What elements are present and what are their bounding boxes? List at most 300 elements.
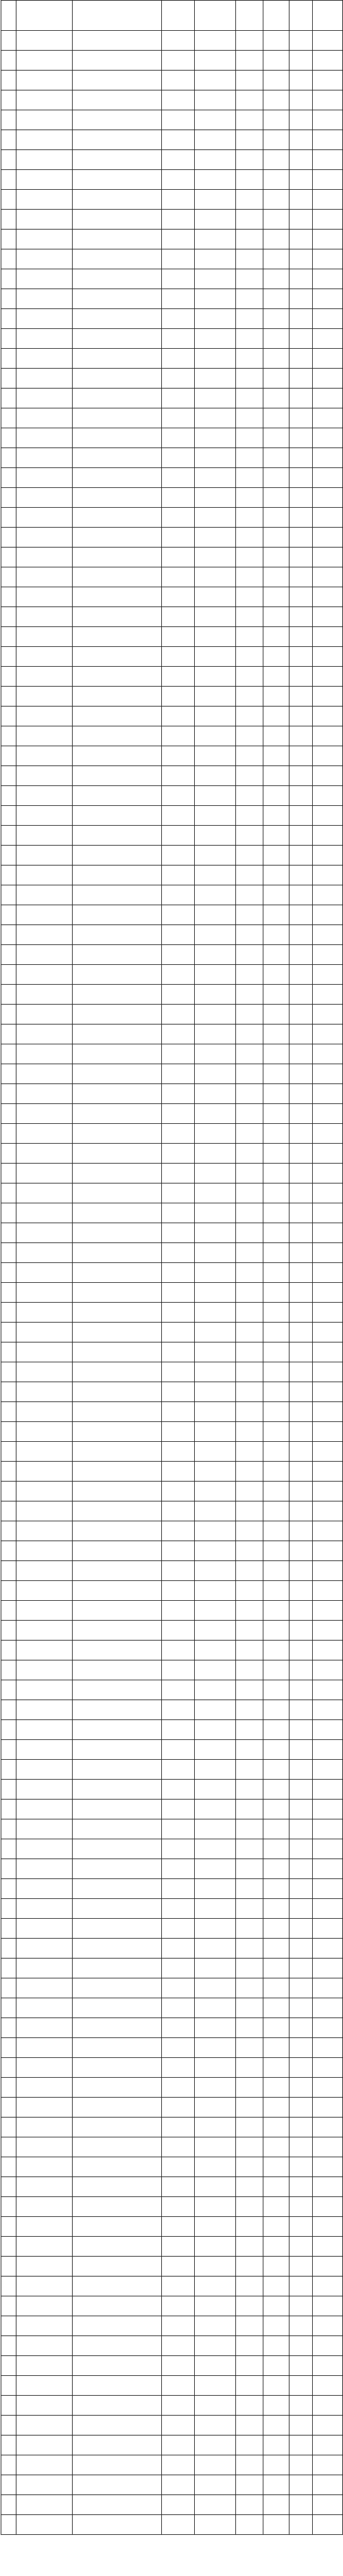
cell-major <box>73 746 162 766</box>
cell-status <box>313 329 343 349</box>
cell-exam-id <box>195 1760 236 1780</box>
cell-major <box>73 508 162 528</box>
cell-major <box>73 2137 162 2157</box>
cell-major <box>73 587 162 607</box>
cell-written <box>236 1303 263 1323</box>
cell-rank <box>263 567 289 587</box>
cell-gap <box>289 1859 313 1879</box>
cell-major <box>73 2177 162 2197</box>
cell-gap <box>289 2257 313 2277</box>
cell-exam-id <box>195 2356 236 2376</box>
cell-status <box>313 1879 343 1899</box>
cell-name <box>162 389 195 408</box>
cell-gap <box>289 2475 313 2495</box>
cell-major <box>73 389 162 408</box>
cell-status <box>313 548 343 567</box>
cell-name <box>162 1005 195 1025</box>
cell-written <box>236 2356 263 2376</box>
cell-gap <box>289 468 313 488</box>
cell-code <box>16 1243 73 1263</box>
cell-name <box>162 349 195 369</box>
table-row <box>1 726 343 746</box>
cell-gap <box>289 448 313 468</box>
cell-no <box>1 1442 16 1462</box>
cell-status <box>313 846 343 866</box>
cell-major <box>73 31 162 51</box>
cell-status <box>313 925 343 945</box>
cell-rank <box>263 309 289 329</box>
cell-major <box>73 1740 162 1760</box>
table-row <box>1 1899 343 1919</box>
cell-gap <box>289 408 313 428</box>
cell-rank <box>263 1323 289 1342</box>
cell-name <box>162 786 195 806</box>
cell-exam-id <box>195 647 236 667</box>
cell-no <box>1 885 16 905</box>
cell-written <box>236 1959 263 1978</box>
cell-name <box>162 170 195 190</box>
cell-exam-id <box>195 448 236 468</box>
table-row <box>1 2018 343 2038</box>
cell-written <box>236 1183 263 1203</box>
cell-name <box>162 627 195 647</box>
cell-name <box>162 1939 195 1959</box>
cell-name <box>162 329 195 349</box>
cell-gap <box>289 1044 313 1064</box>
cell-name <box>162 2157 195 2177</box>
cell-exam-id <box>195 548 236 567</box>
cell-code <box>16 687 73 707</box>
cell-written <box>236 1621 263 1641</box>
cell-major <box>73 2118 162 2137</box>
cell-exam-id <box>195 329 236 349</box>
cell-no <box>1 1660 16 1680</box>
cell-rank <box>263 428 289 448</box>
cell-written <box>236 1144 263 1164</box>
table-row <box>1 1680 343 1700</box>
table-row <box>1 1382 343 1402</box>
cell-code <box>16 2237 73 2257</box>
cell-gap <box>289 309 313 329</box>
table-row <box>1 1501 343 1521</box>
table-row <box>1 51 343 71</box>
cell-no <box>1 309 16 329</box>
cell-rank <box>263 707 289 726</box>
table-row <box>1 687 343 707</box>
cell-code <box>16 2018 73 2038</box>
cell-major <box>73 1005 162 1025</box>
cell-written <box>236 1263 263 1283</box>
cell-written <box>236 2217 263 2237</box>
cell-name <box>162 1541 195 1561</box>
cell-status <box>313 110 343 130</box>
table-row <box>1 448 343 468</box>
cell-no <box>1 190 16 210</box>
cell-code <box>16 846 73 866</box>
table-row <box>1 170 343 190</box>
cell-gap <box>289 1760 313 1780</box>
cell-no <box>1 2157 16 2177</box>
cell-exam-id <box>195 2277 236 2296</box>
cell-name <box>162 1342 195 1362</box>
cell-name <box>162 806 195 826</box>
cell-major <box>73 1382 162 1402</box>
cell-major <box>73 1819 162 1839</box>
cell-no <box>1 488 16 508</box>
cell-written <box>236 329 263 349</box>
cell-code <box>16 369 73 389</box>
cell-written <box>236 71 263 90</box>
cell-written <box>236 428 263 448</box>
cell-status <box>313 746 343 766</box>
cell-exam-id <box>195 846 236 866</box>
cell-name <box>162 567 195 587</box>
cell-written <box>236 786 263 806</box>
cell-no <box>1 349 16 369</box>
cell-written <box>236 2018 263 2038</box>
cell-name <box>162 1025 195 1044</box>
cell-gap <box>289 428 313 448</box>
cell-code <box>16 726 73 746</box>
cell-major <box>73 130 162 150</box>
cell-name <box>162 1760 195 1780</box>
cell-code <box>16 766 73 786</box>
cell-name <box>162 1959 195 1978</box>
cell-name <box>162 488 195 508</box>
cell-exam-id <box>195 1104 236 1124</box>
cell-rank <box>263 548 289 567</box>
header-status <box>313 1 343 31</box>
cell-code <box>16 1998 73 2018</box>
table-row <box>1 1243 343 1263</box>
cell-gap <box>289 587 313 607</box>
cell-gap <box>289 1680 313 1700</box>
table-row <box>1 389 343 408</box>
cell-no <box>1 746 16 766</box>
cell-exam-id <box>195 2177 236 2197</box>
table-row <box>1 905 343 925</box>
cell-rank <box>263 2416 289 2436</box>
cell-written <box>236 2396 263 2416</box>
cell-gap <box>289 2197 313 2217</box>
cell-exam-id <box>195 1521 236 1541</box>
cell-major <box>73 1164 162 1183</box>
cell-rank <box>263 508 289 528</box>
cell-no <box>1 2475 16 2495</box>
cell-status <box>313 349 343 369</box>
cell-gap <box>289 329 313 349</box>
cell-exam-id <box>195 1660 236 1680</box>
cell-exam-id <box>195 2436 236 2455</box>
cell-no <box>1 965 16 985</box>
cell-gap <box>289 1005 313 1025</box>
cell-no <box>1 210 16 230</box>
cell-written <box>236 2296 263 2316</box>
cell-status <box>313 1819 343 1839</box>
cell-rank <box>263 488 289 508</box>
cell-code <box>16 1323 73 1342</box>
cell-status <box>313 448 343 468</box>
cell-major <box>73 230 162 249</box>
cell-code <box>16 707 73 726</box>
cell-gap <box>289 925 313 945</box>
cell-status <box>313 428 343 448</box>
cell-no <box>1 1005 16 1025</box>
cell-gap <box>289 2296 313 2316</box>
cell-rank <box>263 2396 289 2416</box>
cell-major <box>73 1998 162 2018</box>
cell-status <box>313 2455 343 2475</box>
cell-code <box>16 1959 73 1978</box>
cell-rank <box>263 1879 289 1899</box>
header-exam-id <box>195 1 236 31</box>
cell-rank <box>263 627 289 647</box>
cell-status <box>313 2137 343 2157</box>
cell-code <box>16 488 73 508</box>
cell-rank <box>263 170 289 190</box>
cell-no <box>1 1740 16 1760</box>
cell-exam-id <box>195 1342 236 1362</box>
cell-name <box>162 230 195 249</box>
cell-written <box>236 1680 263 1700</box>
cell-exam-id <box>195 2058 236 2078</box>
cell-status <box>313 587 343 607</box>
cell-major <box>73 1541 162 1561</box>
cell-major <box>73 548 162 567</box>
cell-status <box>313 1462 343 1482</box>
cell-written <box>236 1839 263 1859</box>
cell-status <box>313 210 343 230</box>
cell-code <box>16 110 73 130</box>
cell-rank <box>263 2058 289 2078</box>
cell-major <box>73 1203 162 1223</box>
cell-name <box>162 2455 195 2475</box>
cell-written <box>236 1819 263 1839</box>
cell-rank <box>263 1243 289 1263</box>
cell-rank <box>263 1422 289 1442</box>
cell-rank <box>263 1482 289 1501</box>
cell-exam-id <box>195 1720 236 1740</box>
cell-exam-id <box>195 2495 236 2515</box>
cell-exam-id <box>195 726 236 746</box>
cell-major <box>73 1720 162 1740</box>
cell-status <box>313 726 343 746</box>
cell-rank <box>263 1005 289 1025</box>
cell-exam-id <box>195 269 236 289</box>
cell-written <box>236 2475 263 2495</box>
cell-code <box>16 1104 73 1124</box>
cell-written <box>236 885 263 905</box>
cell-gap <box>289 2316 313 2336</box>
cell-rank <box>263 269 289 289</box>
cell-status <box>313 1084 343 1104</box>
table-row <box>1 2078 343 2098</box>
cell-status <box>313 2515 343 2535</box>
cell-status <box>313 2396 343 2416</box>
table-row <box>1 1223 343 1243</box>
cell-rank <box>263 587 289 607</box>
cell-rank <box>263 667 289 687</box>
cell-status <box>313 1859 343 1879</box>
cell-major <box>73 1760 162 1780</box>
cell-major <box>73 925 162 945</box>
cell-exam-id <box>195 945 236 965</box>
header-code <box>16 1 73 31</box>
cell-major <box>73 2356 162 2376</box>
cell-name <box>162 2277 195 2296</box>
cell-major <box>73 210 162 230</box>
cell-rank <box>263 1819 289 1839</box>
cell-rank <box>263 1700 289 1720</box>
cell-written <box>236 1243 263 1263</box>
cell-status <box>313 2197 343 2217</box>
cell-exam-id <box>195 1780 236 1800</box>
cell-major <box>73 428 162 448</box>
cell-no <box>1 1402 16 1422</box>
cell-status <box>313 2296 343 2316</box>
table-row <box>1 607 343 627</box>
cell-gap <box>289 289 313 309</box>
cell-major <box>73 1243 162 1263</box>
cell-major <box>73 1263 162 1283</box>
cell-rank <box>263 2137 289 2157</box>
cell-gap <box>289 548 313 567</box>
table-row <box>1 1800 343 1819</box>
table-row <box>1 31 343 51</box>
cell-major <box>73 150 162 170</box>
cell-name <box>162 1581 195 1601</box>
cell-status <box>313 2436 343 2455</box>
cell-status <box>313 1005 343 1025</box>
table-row <box>1 2257 343 2277</box>
cell-written <box>236 567 263 587</box>
cell-exam-id <box>195 2118 236 2137</box>
cell-exam-id <box>195 1959 236 1978</box>
cell-major <box>73 2296 162 2316</box>
cell-no <box>1 2277 16 2296</box>
cell-code <box>16 746 73 766</box>
cell-status <box>313 1303 343 1323</box>
cell-written <box>236 468 263 488</box>
cell-written <box>236 1402 263 1422</box>
cell-code <box>16 130 73 150</box>
cell-rank <box>263 2118 289 2137</box>
cell-name <box>162 1700 195 1720</box>
cell-written <box>236 508 263 528</box>
cell-gap <box>289 2495 313 2515</box>
cell-name <box>162 2118 195 2137</box>
cell-rank <box>263 1839 289 1859</box>
cell-gap <box>289 1382 313 1402</box>
cell-code <box>16 965 73 985</box>
cell-major <box>73 2396 162 2416</box>
cell-written <box>236 1203 263 1223</box>
cell-status <box>313 1959 343 1978</box>
cell-major <box>73 170 162 190</box>
cell-code <box>16 2137 73 2157</box>
cell-status <box>313 1561 343 1581</box>
table-row <box>1 2137 343 2157</box>
cell-rank <box>263 2078 289 2098</box>
cell-rank <box>263 2436 289 2455</box>
cell-gap <box>289 945 313 965</box>
cell-major <box>73 51 162 71</box>
cell-exam-id <box>195 51 236 71</box>
cell-name <box>162 2078 195 2098</box>
table-row <box>1 1323 343 1342</box>
table-row <box>1 1342 343 1362</box>
cell-name <box>162 1064 195 1084</box>
cell-status <box>313 1939 343 1959</box>
cell-code <box>16 1025 73 1044</box>
cell-gap <box>289 1660 313 1680</box>
cell-status <box>313 1263 343 1283</box>
cell-code <box>16 1442 73 1462</box>
cell-exam-id <box>195 1919 236 1939</box>
cell-rank <box>263 1124 289 1144</box>
table-row <box>1 1402 343 1422</box>
cell-major <box>73 1283 162 1303</box>
cell-gap <box>289 1422 313 1442</box>
cell-name <box>162 846 195 866</box>
cell-name <box>162 1362 195 1382</box>
cell-major <box>73 2217 162 2237</box>
cell-major <box>73 2475 162 2495</box>
cell-name <box>162 428 195 448</box>
cell-status <box>313 2058 343 2078</box>
cell-gap <box>289 846 313 866</box>
cell-no <box>1 1323 16 1342</box>
cell-status <box>313 1780 343 1800</box>
cell-name <box>162 548 195 567</box>
cell-name <box>162 2257 195 2277</box>
cell-code <box>16 2475 73 2495</box>
table-row <box>1 90 343 110</box>
cell-gap <box>289 1263 313 1283</box>
cell-status <box>313 1025 343 1044</box>
cell-no <box>1 1621 16 1641</box>
cell-major <box>73 2515 162 2535</box>
cell-exam-id <box>195 965 236 985</box>
table-row <box>1 1263 343 1283</box>
cell-no <box>1 1303 16 1323</box>
cell-gap <box>289 190 313 210</box>
cell-exam-id <box>195 1044 236 1064</box>
cell-code <box>16 1064 73 1084</box>
cell-major <box>73 1919 162 1939</box>
cell-code <box>16 1621 73 1641</box>
cell-gap <box>289 1183 313 1203</box>
cell-written <box>236 1442 263 1462</box>
cell-name <box>162 1044 195 1064</box>
cell-no <box>1 2018 16 2038</box>
cell-written <box>236 31 263 51</box>
cell-status <box>313 1521 343 1541</box>
cell-name <box>162 2137 195 2157</box>
cell-written <box>236 1422 263 1442</box>
cell-major <box>73 1839 162 1859</box>
cell-written <box>236 1462 263 1482</box>
cell-code <box>16 1720 73 1740</box>
cell-rank <box>263 945 289 965</box>
cell-status <box>313 1839 343 1859</box>
cell-gap <box>289 1342 313 1362</box>
cell-gap <box>289 1581 313 1601</box>
cell-written <box>236 1899 263 1919</box>
cell-code <box>16 1899 73 1919</box>
cell-major <box>73 448 162 468</box>
cell-status <box>313 408 343 428</box>
